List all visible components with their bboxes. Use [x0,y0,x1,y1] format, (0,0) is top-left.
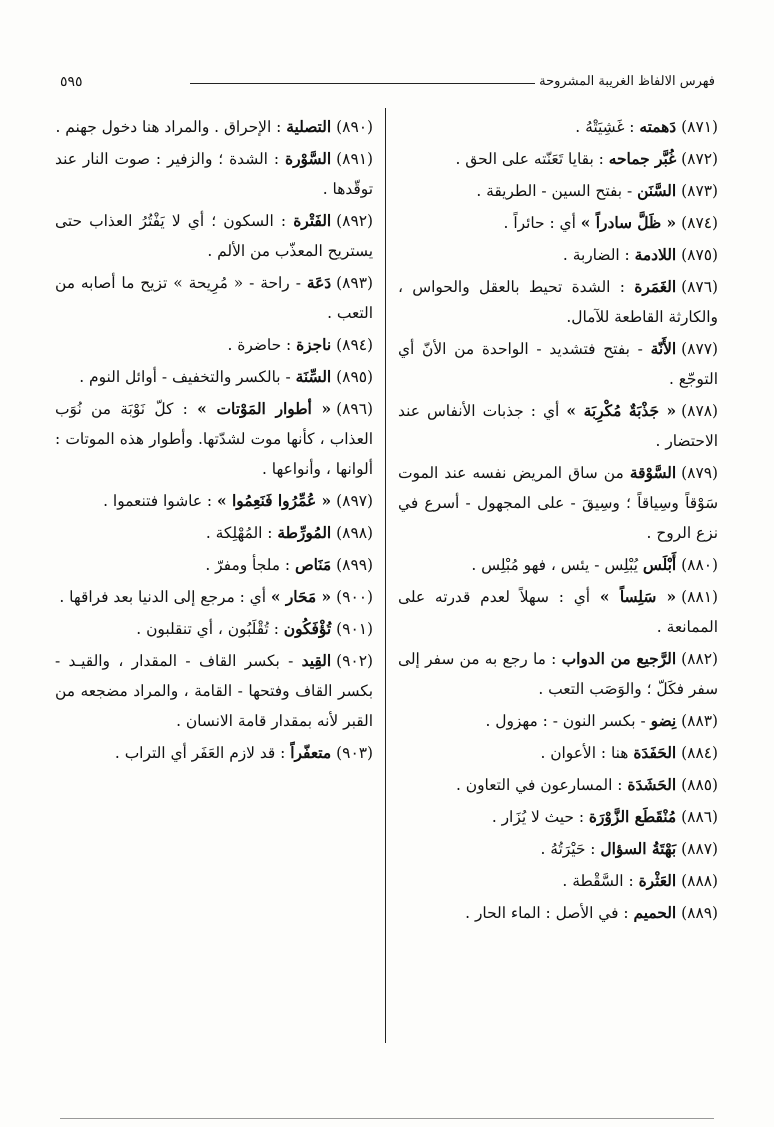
glossary-entry [398,208,718,238]
entry-headword: الحَفَدَة [633,744,677,762]
glossary-entry [55,518,373,548]
entry-definition: - بكسر النون - : مهزول . [485,712,646,730]
entry-number: (٨٧٩) [681,464,718,482]
entry-definition: أي : جذبات الأنفاس عند الاحتضار . [398,402,718,450]
bottom-rule [60,1118,714,1119]
entry-definition: : قد لازم العَفَر أي التراب . [114,744,286,762]
entry-number: (٩٠٣) [336,744,373,762]
entry-headword: ناجزة [296,336,332,354]
glossary-entry [398,272,718,332]
entry-headword: متعفّراً [290,744,332,762]
glossary-entry [398,144,718,174]
entry-headword: نِضو [650,712,677,730]
entry-definition: : في الأصل : الماء الحار . [465,904,629,922]
entry-number: (٨٩١) [336,150,373,168]
entry-headword: العَثْرة [638,872,677,890]
entry-number: (٨٩٠) [336,118,373,136]
entry-number: (٨٩٢) [336,212,373,230]
entry-number: (٨٧٦) [681,278,718,296]
entry-headword: الرَّجيع من الدواب [561,650,677,668]
entry-number: (٨٧١) [681,118,718,136]
entry-headword: الفَتْرة [293,212,332,230]
entry-number: (٨٧٥) [681,246,718,264]
glossary-entry [55,646,373,736]
entry-number: (٨٨٨) [681,872,718,890]
glossary-entry [55,486,373,516]
entry-definition: : تُقْلَبُون ، أي تنقلبون . [136,620,279,638]
entry-number: (٨٧٣) [681,182,718,200]
entry-headword: مَنَاص [294,556,332,574]
entry-number: (٨٧٧) [681,340,718,358]
entry-definition: أي : سهلاً لعدم قدرته على الممانعة . [398,588,718,636]
glossary-entry [398,396,718,456]
glossary-entry [55,268,373,328]
entry-headword: تُؤْفَكُون [283,620,332,638]
entry-headword: « جَذْبَةٌ مُكْرِبَة » [566,402,677,420]
entry-number: (٨٩٣) [336,274,373,292]
entry-definition: : كلّ نَوْبَة من نُوَب العذاب ، كأنها موت لشدّتها. وأطوار هذه الموتات : ألوانها ، وأنواعها . [55,400,373,478]
entry-headword: المُورِّطة [277,524,332,542]
glossary-entry [398,334,718,394]
entry-definition: - بالكسر والتخفيف - أوائل النوم . [79,368,291,386]
entry-definition: : عاشوا فتنعموا . [103,492,213,510]
glossary-entry [398,866,718,896]
entry-number: (٨٨٧) [681,840,718,858]
entry-headword: « مَحَار » [270,588,332,606]
entry-headword: الحَشَدَة [627,776,677,794]
entry-number: (٩٠٠) [336,588,373,606]
glossary-entry [398,644,718,704]
entry-headword: التصلية [286,118,332,136]
glossary-entry [398,898,718,928]
entry-headword: أَبْلَس [642,556,677,574]
glossary-entry [398,240,718,270]
entry-number: (٩٠١) [336,620,373,638]
entry-definition: : ملجأ ومفرّ . [205,556,291,574]
entry-headword: السَّوْرة [285,150,332,168]
glossary-entry [398,738,718,768]
entry-number: (٨٧٤) [681,214,718,232]
entry-number: (٨٩٤) [336,336,373,354]
glossary-entry [55,112,373,142]
entry-number: (٨٨٣) [681,712,718,730]
glossary-entry [55,738,373,768]
glossary-entry [55,582,373,612]
left-column [55,112,373,770]
entry-headword: القِيد [301,652,332,670]
glossary-entry [55,206,373,266]
entry-headword: دَهمته [639,118,677,136]
glossary-entry [55,550,373,580]
entry-definition: : الشدة تحيط بالعقل والحواس ، والكارثة القاطعة للآمال. [398,278,718,326]
entry-definition: : ما رجع به من سفر إلى سفر فكَلّ ؛ والوَصَب التعب . [398,650,718,698]
page-number: ٥٩٥ [60,74,83,90]
entry-definition: من ساق المريض نفسه عند الموت سَوْقاً وسِياقاً ؛ وسِيقَ - على المجهول - أسرع في نزع الروح . [398,464,718,542]
entry-definition: : المسارعون في التعاون . [456,776,623,794]
entry-definition: هنا : الأعوان . [540,744,629,762]
glossary-entry [398,706,718,736]
entry-number: (٨٨٥) [681,776,718,794]
entry-definition: : حَيْرَتُهُ . [540,840,596,858]
entry-number: (٨٩٥) [336,368,373,386]
entry-headword: الأَنّة [650,340,677,358]
entry-definition: - بكسر القاف - المقدار ، والقيـد - بكسر القاف وفتحها - القامة ، والمراد مضجعه من القبر لأنه بمقدار قامة الانسان . [55,652,373,730]
glossary-entry [398,834,718,864]
entry-headword: « أطوار المَوْتات » [197,400,332,418]
entry-headword: اللادمة [634,246,677,264]
entry-number: (٨٧٨) [681,402,718,420]
entry-number: (٨٩٩) [336,556,373,574]
page-header [60,70,715,94]
entry-definition: يُبْلِس - يئس ، فهو مُبْلِس . [471,556,638,574]
entry-headword: بَهْتَةُ السؤال [600,840,677,858]
entry-definition: : غَشِيَتْهُ . [575,118,635,136]
entry-definition: : المُهْلِكة . [205,524,273,542]
entry-number: (٨٨٩) [681,904,718,922]
glossary-entry [398,112,718,142]
entry-number: (٨٨١) [681,588,718,606]
entry-headword: الغَمَرة [634,278,677,296]
entry-definition: : بقايا تَعَنّته على الحق . [455,150,604,168]
entry-number: (٨٩٧) [336,492,373,510]
entry-headword: السَّوْقة [629,464,677,482]
glossary-entry [55,614,373,644]
entry-number: (٩٠٢) [336,652,373,670]
entry-definition: - راحة - « مُرِيحة » تزيح ما أصابه من التعب . [55,274,373,322]
entry-headword: مُنْقَطَع الزَّوْرَة [588,808,677,826]
entry-number: (٨٧٢) [681,150,718,168]
entry-headword: « ظَلَّ سادراً » [580,214,677,232]
entry-definition: : حيث لا يُزَار . [491,808,585,826]
entry-headword: دَعَة [306,274,332,292]
entry-definition: - بفتح فتشديد - الواحدة من الأنّ أي التوجّع . [398,340,718,388]
glossary-entry [398,458,718,548]
glossary-entry [55,330,373,360]
running-title: فهرس الالفاظ الغريبة المشروحة [539,74,715,89]
entry-definition: : الضاربة . [562,246,630,264]
entry-number: (٨٨٤) [681,744,718,762]
glossary-entry [398,802,718,832]
entry-definition: : السكون ؛ أي لا يَفْتُرُ العذاب حتى يستريح المعذّب من الألم . [55,212,373,260]
entry-headword: السَّنَن [637,182,677,200]
glossary-entry [398,770,718,800]
entry-number: (٨٩٦) [336,400,373,418]
right-column [398,112,718,930]
entry-definition: : الشدة ؛ والزفير : صوت النار عند توقّدها . [55,150,373,198]
entry-headword: « سَلِساً » [599,588,677,606]
entry-number: (٨٨٢) [681,650,718,668]
glossary-entry [55,394,373,484]
entry-definition: : حاضرة . [227,336,292,354]
entry-headword: « عُمِّرُوا فَنَعِمُوا » [217,492,332,510]
entry-headword: الحميم [633,904,677,922]
entry-number: (٨٨٦) [681,808,718,826]
entry-headword: السِّنَة [295,368,332,386]
header-rule [190,83,535,84]
glossary-entry [55,362,373,392]
glossary-entry [55,144,373,204]
entry-definition: أي : مرجع إلى الدنيا بعد فراقها . [59,588,266,606]
entry-definition: : السَّقْطة . [562,872,634,890]
entry-definition: : الإحراق . والمراد هنا دخول جهنم . [55,118,282,136]
entry-definition: - بفتح السين - الطريقة . [476,182,633,200]
column-divider [385,108,386,1043]
entry-number: (٨٨٠) [681,556,718,574]
entry-definition: أي : حائراً . [503,214,576,232]
entry-number: (٨٩٨) [336,524,373,542]
entry-headword: غُبَّر جماحه [608,150,677,168]
glossary-entry [398,550,718,580]
glossary-entry [398,176,718,206]
glossary-entry [398,582,718,642]
